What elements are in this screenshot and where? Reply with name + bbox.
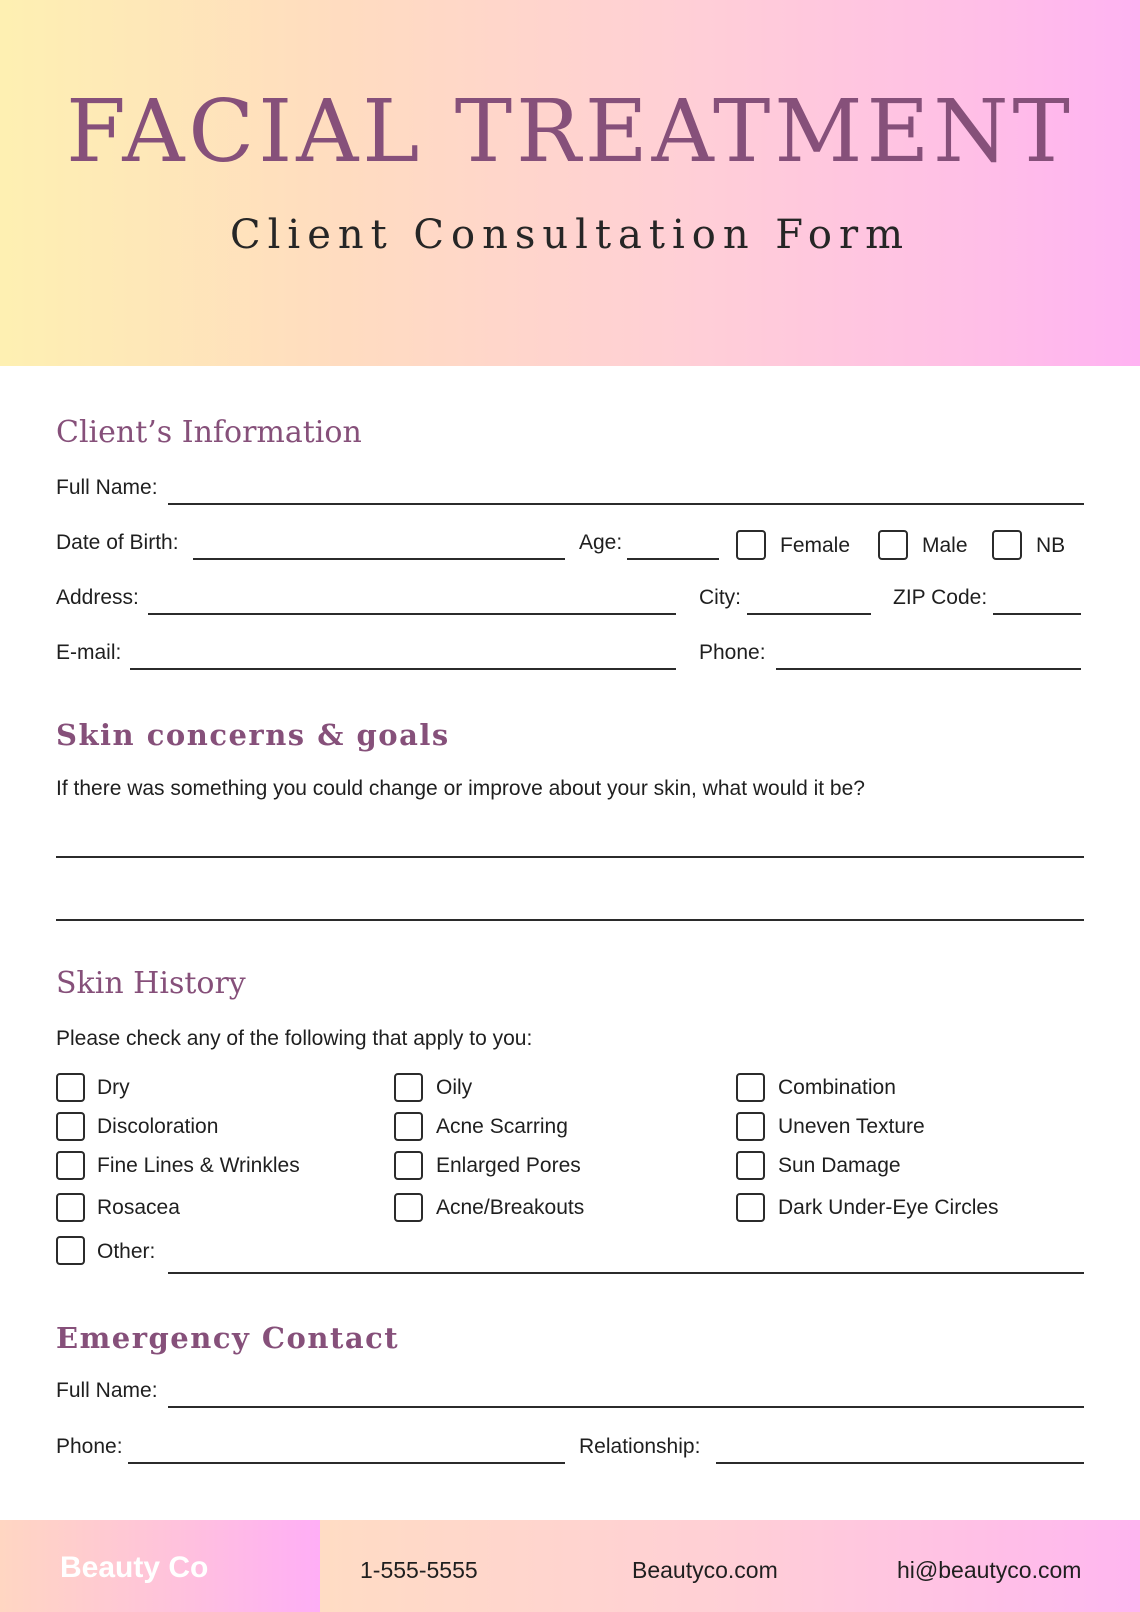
fine-lines-checkbox[interactable]: [56, 1151, 85, 1180]
section-heading-client-info: Client’s Information: [56, 415, 362, 450]
age-field[interactable]: [627, 558, 719, 560]
dark-circles-checkbox[interactable]: [736, 1193, 765, 1222]
other-field[interactable]: [168, 1272, 1084, 1274]
sun-damage-label: Sun Damage: [778, 1154, 901, 1177]
skin-concerns-answer-line-1[interactable]: [56, 856, 1084, 858]
emergency-full-name-field[interactable]: [168, 1406, 1084, 1408]
page-title: FACIAL TREATMENT: [66, 82, 1074, 182]
footer-email[interactable]: hi@beautyco.com: [897, 1557, 1082, 1583]
acne-breakouts-checkbox[interactable]: [394, 1193, 423, 1222]
relationship-label: Relationship:: [579, 1435, 701, 1458]
full-name-label: Full Name:: [56, 476, 158, 499]
address-label: Address:: [56, 586, 139, 609]
dob-label: Date of Birth:: [56, 531, 179, 554]
section-heading-skin-history: Skin History: [56, 966, 246, 1001]
phone-field[interactable]: [776, 668, 1081, 670]
discoloration-checkbox[interactable]: [56, 1112, 85, 1141]
skin-concerns-question: If there was something you could change or improve about your skin, what would it be?: [56, 777, 865, 800]
page-subtitle: Client Consultation Form: [230, 212, 910, 258]
female-checkbox[interactable]: [736, 530, 766, 560]
age-label: Age:: [579, 531, 623, 554]
rosacea-label: Rosacea: [97, 1196, 180, 1219]
section-heading-emergency-contact: Emergency Contact: [56, 1321, 400, 1355]
acne-breakouts-label: Acne/Breakouts: [436, 1196, 585, 1219]
rosacea-checkbox[interactable]: [56, 1193, 85, 1222]
dark-circles-label: Dark Under-Eye Circles: [778, 1196, 999, 1219]
acne-scarring-label: Acne Scarring: [436, 1115, 568, 1138]
relationship-field[interactable]: [716, 1462, 1084, 1464]
oily-checkbox[interactable]: [394, 1073, 423, 1102]
sun-damage-checkbox[interactable]: [736, 1151, 765, 1180]
footer-brand: Beauty Co: [60, 1551, 209, 1584]
zip-label: ZIP Code:: [893, 586, 988, 609]
combination-label: Combination: [778, 1076, 896, 1099]
city-field[interactable]: [747, 613, 871, 615]
uneven-texture-checkbox[interactable]: [736, 1112, 765, 1141]
emergency-full-name-label: Full Name:: [56, 1379, 158, 1402]
fine-lines-label: Fine Lines & Wrinkles: [97, 1154, 300, 1177]
enlarged-pores-label: Enlarged Pores: [436, 1154, 581, 1177]
nb-checkbox[interactable]: [992, 530, 1022, 560]
male-label: Male: [922, 534, 968, 557]
dob-field[interactable]: [193, 558, 565, 560]
other-checkbox[interactable]: [56, 1236, 85, 1265]
oily-label: Oily: [436, 1076, 473, 1099]
acne-scarring-checkbox[interactable]: [394, 1112, 423, 1141]
discoloration-label: Discoloration: [97, 1115, 219, 1138]
skin-history-instruction: Please check any of the following that apply to you:: [56, 1027, 533, 1050]
full-name-field[interactable]: [168, 503, 1084, 505]
combination-checkbox[interactable]: [736, 1073, 765, 1102]
zip-field[interactable]: [993, 613, 1081, 615]
city-label: City:: [699, 586, 741, 609]
nb-label: NB: [1036, 534, 1066, 557]
male-checkbox[interactable]: [878, 530, 908, 560]
enlarged-pores-checkbox[interactable]: [394, 1151, 423, 1180]
female-label: Female: [780, 534, 851, 557]
header-banner: [0, 0, 1140, 366]
dry-checkbox[interactable]: [56, 1073, 85, 1102]
phone-label: Phone:: [699, 641, 766, 664]
skin-concerns-answer-line-2[interactable]: [56, 919, 1084, 921]
footer-website[interactable]: Beautyco.com: [632, 1557, 778, 1583]
email-field[interactable]: [130, 668, 676, 670]
email-label: E-mail:: [56, 641, 122, 664]
emergency-phone-field[interactable]: [128, 1462, 565, 1464]
footer-phone: 1-555-5555: [360, 1557, 478, 1583]
other-label: Other:: [97, 1240, 156, 1263]
uneven-texture-label: Uneven Texture: [778, 1115, 925, 1138]
address-field[interactable]: [148, 613, 676, 615]
emergency-phone-label: Phone:: [56, 1435, 123, 1458]
dry-label: Dry: [97, 1076, 130, 1099]
section-heading-skin-concerns: Skin concerns & goals: [56, 718, 450, 752]
